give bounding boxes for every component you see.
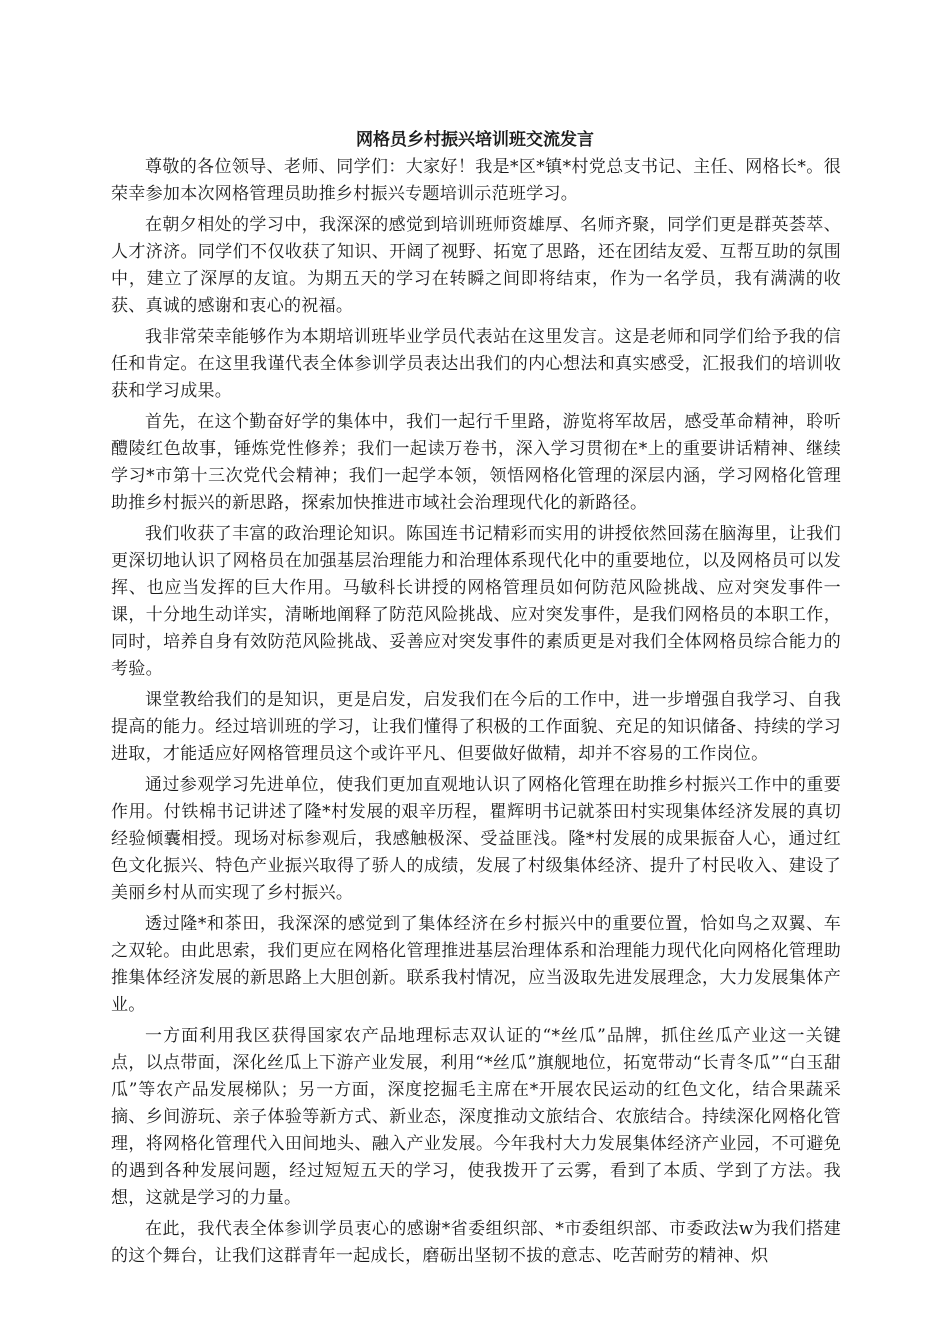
paragraph-thanks: 在此，我代表全体参训学员衷心的感谢*省委组织部、*市委组织部、市委政法w为我们搭建的这个舞台，让我们这群青年一起成长，磨砺出坚韧不拔的意志、吃苦耐劳的精神、炽 [111,1219,841,1266]
paragraph-representative: 我非常荣幸能够作为本期培训班毕业学员代表站在这里发言。这是老师和同学们给予我的信任和肯定。在这里我谨代表全体参训学员表达出我们的内心想法和真实感受，汇报我们的培训收获和学习成果。 [111,327,841,401]
document-body [111,154,841,1274]
paragraph-greeting: 尊敬的各位领导、老师、同学们：大家好！我是*区*镇*村党总支书记、主任、网格长*。很荣幸参加本次网格管理员助推乡村振兴专题培训示范班学习。 [111,157,841,204]
document-title: 网格员乡村振兴培训班交流发言 [356,130,594,150]
paragraph-collective-economy: 透过隆*和茶田，我深深的感觉到了集体经济在乡村振兴中的重要位置，恰如鸟之双翼、车之双轮。由此思索，我们更应在网格化管理推进基层治理体系和治理能力现代化向网格化管理助推集体经济发展的新思路上大胆创新。联系我村情况，应当汲取先进发展理念，大力发展集体产业。 [111,914,841,1015]
paragraph-first-point: 首先，在这个勤奋好学的集体中，我们一起行千里路，游览将军故居，感受革命精神，聆听醴陵红色故事，锤炼党性修养；我们一起读万卷书，深入学习贯彻在*上的重要讲话精神、继续学习*市第十三次党代会精神；我们一起学本领，领悟网格化管理的深层内涵，学习网格化管理助推乡村振兴的新思路，探索加快推进市域社会治理现代化的新路径。 [111,412,841,513]
paragraph-development-plan: 一方面利用我区获得国家农产品地理标志双认证的“*丝瓜”品牌，抓住丝瓜产业这一关键点，以点带面，深化丝瓜上下游产业发展，利用“*丝瓜”旗舰地位，拓宽带动“长青冬瓜”“白玉甜瓜”等农产品发展梯队；另一方面，深度挖掘毛主席在*开展农民运动的红色文化，结合果蔬采摘、乡间游玩、亲子体验等新方式、新业态，深度推动文旅结合、农旅结合。持续深化网格化管理，将网格化管理代入田间地头、融入产业发展。今年我村大力发展集体经济产业园，不可避免的遇到各种发展问题，经过短短五天的学习，使我拨开了云雾，看到了本质、学到了方法。我想，这就是学习的力量。 [111,1026,841,1208]
paragraph-classroom: 课堂教给我们的是知识，更是启发，启发我们在今后的工作中，进一步增强自我学习、自我提高的能力。经过培训班的学习，让我们懂得了积极的工作面貌、充足的知识储备、持续的学习进取，才能适应好网格管理员这个或许平凡、但要做好做精，却并不容易的工作岗位。 [111,690,841,764]
paragraph-site-visit: 通过参观学习先进单位，使我们更加直观地认识了网格化管理在助推乡村振兴工作中的重要作用。付铁棉书记讲述了隆*村发展的艰辛历程，瞿辉明书记就茶田村实现集体经济发展的真切经验倾囊相授。现场对标参观后，我感触极深、受益匪浅。隆*村发展的成果振奋人心，通过红色文化振兴、特色产业振兴取得了骄人的成绩，发展了村级集体经济、提升了村民收入、建设了美丽乡村从而实现了乡村振兴。 [111,775,841,903]
paragraph-learning-atmosphere: 在朝夕相处的学习中，我深深的感觉到培训班师资雄厚、名师齐聚，同学们更是群英荟萃、人才济济。同学们不仅收获了知识、开阔了视野、拓宽了思路，还在团结友爱、互帮互助的氛围中，建立了深厚的友谊。为期五天的学习在转瞬之间即将结束，作为一名学员，我有满满的收获、真诚的感谢和衷心的祝福。 [111,215,841,316]
paragraph-political-theory: 我们收获了丰富的政治理论知识。陈国连书记精彩而实用的讲授依然回荡在脑海里，让我们更深切地认识了网格员在加强基层治理能力和治理体系现代化中的重要地位，以及网格员可以发挥、也应当发挥的巨大作用。马敏科长讲授的网格管理员如何防范风险挑战、应对突发事件一课，十分地生动详实，清晰地阐释了防范风险挑战、应对突发事件，是我们网格员的本职工作，同时，培养自身有效防范风险挑战、妥善应对突发事件的素质更是对我们全体网格员综合能力的考验。 [111,524,841,679]
